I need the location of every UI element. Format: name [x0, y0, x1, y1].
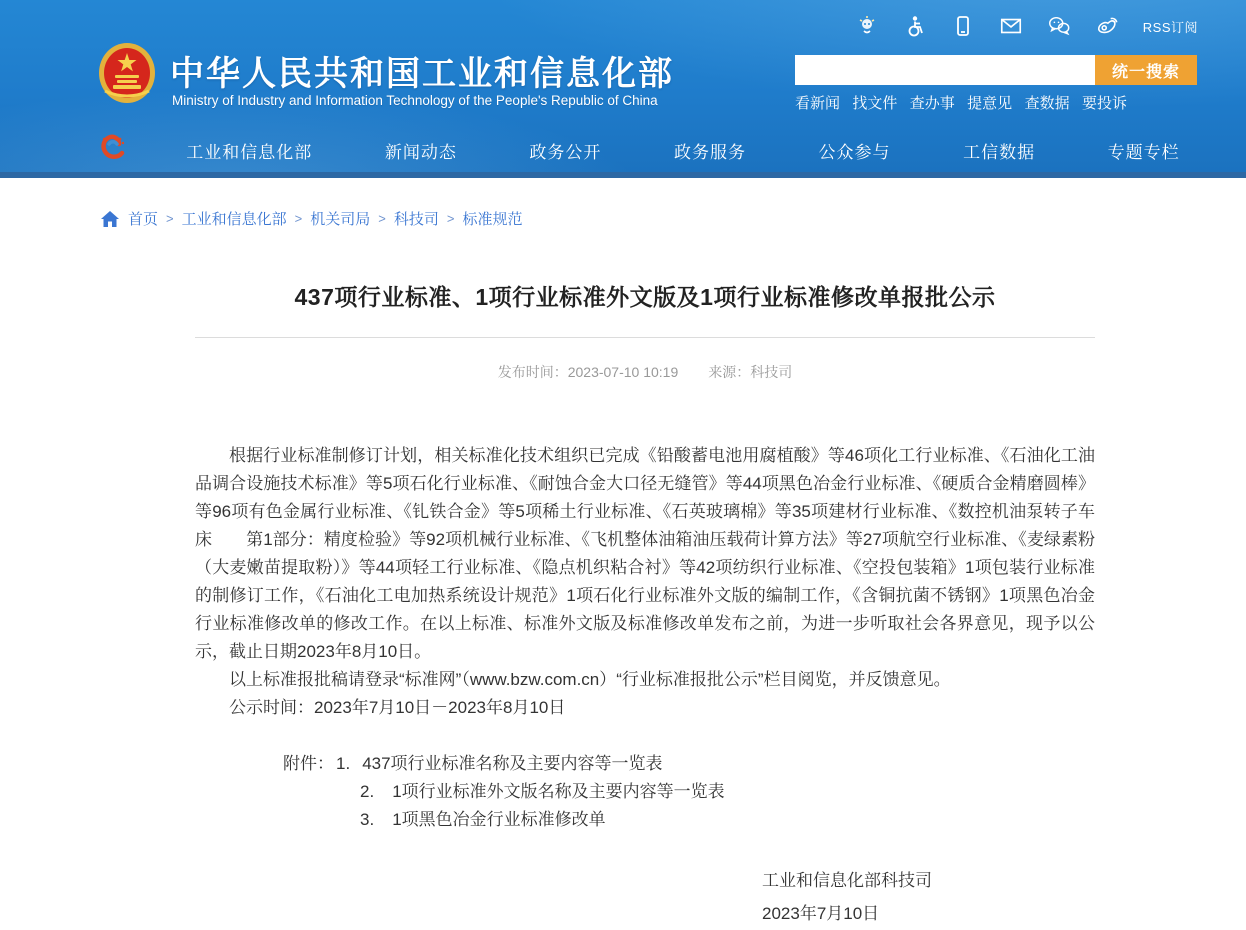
paragraph-main: 根据行业标准制修订计划，相关标准化技术组织已完成《铅酸蓄电池用腐植酸》等46项化工行业标准、《石油化工油品调合设施技术标准》等5项石化行业标准、《耐蚀合金大口径无缝管》等44项黑色冶金行业标准、《硬质合金精磨圆棒》等96项有色金属行业标准、《钆铁合金》等5项稀土行业标准、《石英玻璃棉》等35项建材行业标准、《数控机油泵转子车床 第1部分：精度检验》等92项机械行业标准、《飞机整体油箱油压载荷计算方法》等27项航空行业标准、《麦绿素粉（大麦嫩苗提取粉）》等44项轻工行业标准、《隐点机织粘合衬》等42项纺织行业标准、《空投包装箱》1项包装行业标准的制修订工作，《石油化工电加热系统设计规范》1项石化行业标准外文版的编制工作，《含铜抗菌不锈钢》1项黑色冶金行业标准修改单的修改工作。在以上标准、标准外文版及标准修改单发布之前，为进一步听取社会各界意见，现予以公示，截止日期2023年8月10日。	[195, 446, 1095, 662]
quick-link-files[interactable]: 找文件	[852, 95, 898, 112]
quick-links	[795, 92, 1127, 113]
breadcrumb-separator: >	[446, 211, 455, 226]
mail-icon[interactable]	[999, 14, 1023, 38]
attachment-row	[360, 778, 1095, 806]
attachment-row	[283, 750, 1095, 778]
nav-item-gov-open[interactable]: 政务公开	[529, 142, 602, 162]
breadcrumb	[100, 208, 522, 229]
breadcrumb-home[interactable]: 首页	[128, 211, 159, 228]
source-value: 科技司	[750, 364, 793, 381]
title-divider	[195, 337, 1095, 338]
attachment-link-2[interactable]: 1项行业标准外文版名称及主要内容等一览表	[392, 782, 725, 802]
attachment-number: 3.	[360, 810, 375, 830]
mobile-icon[interactable]	[951, 14, 975, 38]
home-icon[interactable]	[100, 210, 120, 228]
unified-search	[795, 55, 1197, 85]
quick-link-feedback[interactable]: 提意见	[967, 95, 1013, 112]
nav-item-miit[interactable]: 工业和信息化部	[186, 142, 313, 162]
source-label: 来源：	[708, 364, 751, 381]
attachments-label: 附件：	[283, 754, 334, 774]
mascot-icon[interactable]	[855, 14, 879, 38]
breadcrumb-standards[interactable]: 标准规范	[462, 211, 523, 228]
breadcrumb-separator: >	[294, 211, 303, 226]
quick-link-complaint[interactable]: 要投诉	[1081, 95, 1127, 112]
article-meta	[195, 362, 1095, 382]
breadcrumb-bureaus[interactable]: 机关司局	[310, 211, 371, 228]
attachments	[195, 750, 1095, 834]
site-header	[0, 0, 1246, 178]
quick-link-data[interactable]: 查数据	[1024, 95, 1070, 112]
attachment-row	[360, 806, 1095, 834]
search-button[interactable]: 统一搜索	[1095, 55, 1197, 85]
nav-item-topics[interactable]: 专题专栏	[1107, 142, 1180, 162]
attachment-number: 2.	[360, 782, 375, 802]
wechat-icon[interactable]	[1047, 14, 1071, 38]
breadcrumb-tech-dept[interactable]: 科技司	[393, 211, 439, 228]
signature-block	[762, 864, 1095, 930]
breadcrumb-miit[interactable]: 工业和信息化部	[181, 211, 287, 228]
breadcrumb-separator: >	[378, 211, 386, 226]
publish-time-value: 2023-07-10 10:19	[567, 364, 679, 381]
weibo-icon[interactable]	[1095, 14, 1119, 38]
main-nav	[0, 128, 1246, 172]
attachment-link-3[interactable]: 1项黑色冶金行业标准修改单	[392, 810, 606, 830]
quick-link-services[interactable]: 查办事	[909, 95, 955, 112]
site-subtitle-en: Ministry of Industry and Information Technology of the People's Republic of China	[172, 93, 658, 108]
nav-item-news[interactable]: 新闻动态	[384, 142, 457, 162]
search-input[interactable]	[795, 55, 1095, 85]
article-title: 437项行业标准、1项行业标准外文版及1项行业标准修改单报批公示	[294, 284, 996, 310]
rss-subscribe-link[interactable]: RSS订阅	[1142, 19, 1198, 35]
nav-item-services[interactable]: 政务服务	[673, 142, 746, 162]
attachment-link-1[interactable]: 437项行业标准名称及主要内容等一览表	[362, 754, 663, 774]
signature-org: 工业和信息化部科技司	[762, 871, 932, 891]
publish-time-label: 发布时间：	[497, 364, 568, 381]
article	[195, 255, 1095, 930]
attachment-number: 1.	[336, 754, 351, 774]
gov-site-logo-icon	[95, 130, 129, 168]
accessibility-icon[interactable]	[903, 14, 927, 38]
site-title: 中华人民共和国工业和信息化部	[170, 55, 674, 93]
nav-item-public[interactable]: 公众参与	[818, 142, 891, 162]
paragraph-period: 公示时间：2023年7月10日－2023年8月10日	[229, 698, 566, 718]
quick-link-news[interactable]: 看新闻	[795, 95, 841, 112]
signature-date: 2023年7月10日	[762, 904, 880, 924]
breadcrumb-separator: >	[166, 211, 174, 226]
utility-icon-row	[855, 10, 1198, 42]
nav-item-data[interactable]: 工信数据	[963, 142, 1036, 162]
paragraph-review-info: 以上标准报批稿请登录“标准网”（www.bzw.com.cn）“行业标准报批公示”栏目阅览，并反馈意见。	[229, 670, 951, 690]
article-body	[195, 442, 1095, 722]
national-emblem	[97, 41, 157, 105]
